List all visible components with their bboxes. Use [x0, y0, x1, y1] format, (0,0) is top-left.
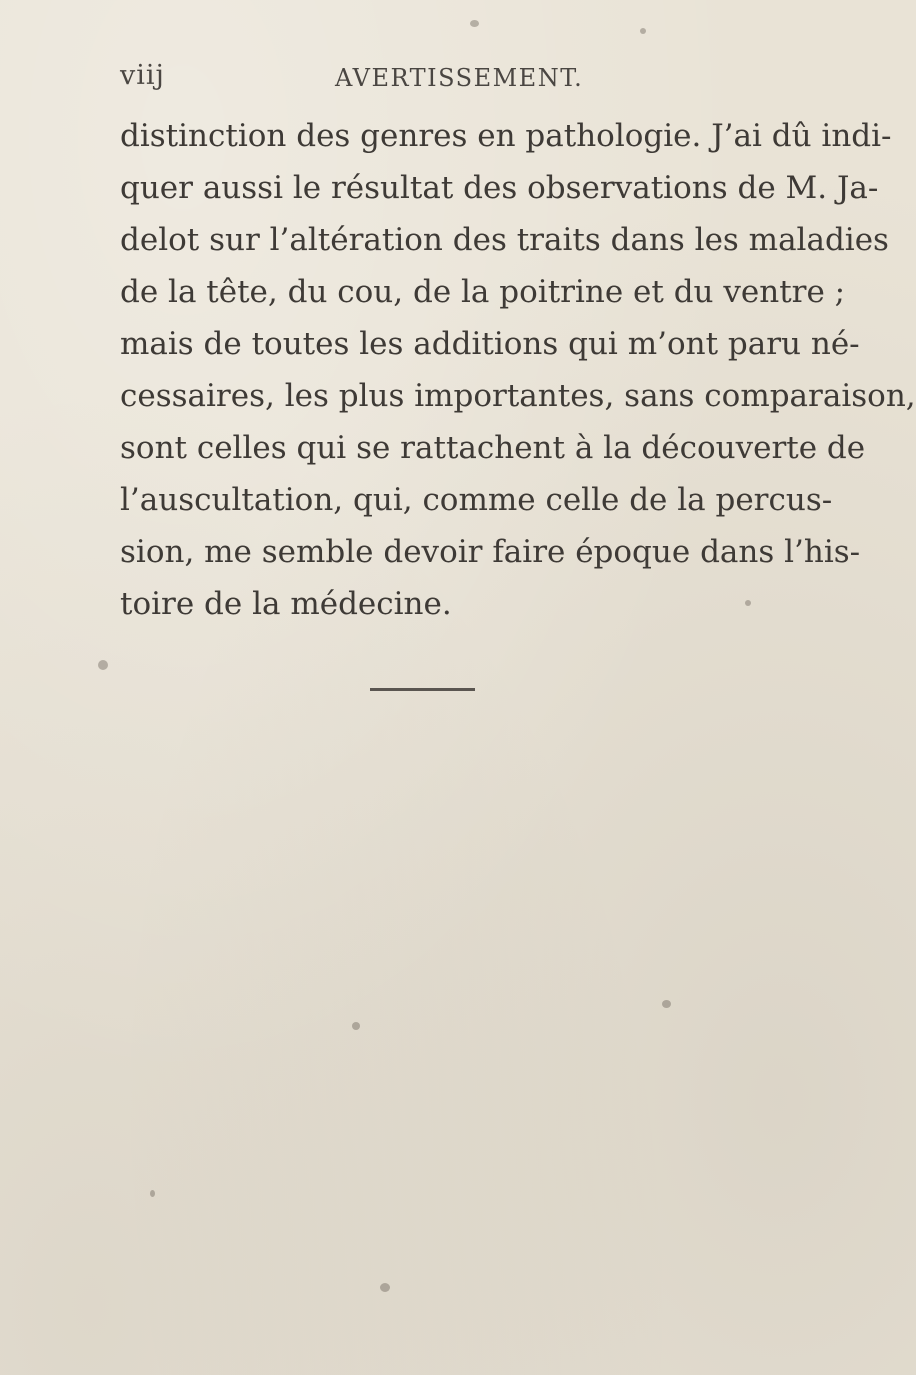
text-line: quer aussi le résultat des observations de M. Ja-	[120, 170, 879, 206]
running-head: AVERTISSEMENT.	[335, 64, 584, 92]
text-line: distinction des genres en pathologie. J’ai dû indi-	[120, 118, 892, 154]
page-number: viij	[120, 60, 165, 91]
paper-speck	[662, 1000, 671, 1008]
text-line: de la tête, du cou, de la poitrine et du ventre ;	[120, 274, 846, 310]
page-header	[120, 60, 740, 100]
text-line: delot sur l’altération des traits dans les maladies	[120, 222, 889, 258]
paper-speck	[470, 20, 479, 27]
text-line: l’auscultation, qui, comme celle de la percus-	[120, 482, 833, 518]
paper-speck	[352, 1022, 360, 1030]
paper-speck	[150, 1190, 155, 1197]
text-line: cessaires, les plus importantes, sans comparaison,	[120, 378, 916, 414]
body-paragraph	[120, 110, 916, 630]
paper-speck	[745, 600, 751, 606]
paper-speck	[640, 28, 646, 34]
text-line: sion, me semble devoir faire époque dans l’his-	[120, 534, 861, 570]
text-line: toire de la médecine.	[120, 586, 452, 622]
text-line: sont celles qui se rattachent à la découverte de	[120, 430, 866, 466]
paper-speck	[380, 1283, 390, 1292]
text-line: mais de toutes les additions qui m’ont paru né-	[120, 326, 860, 362]
section-divider	[370, 688, 475, 691]
paper-speck	[98, 660, 108, 670]
